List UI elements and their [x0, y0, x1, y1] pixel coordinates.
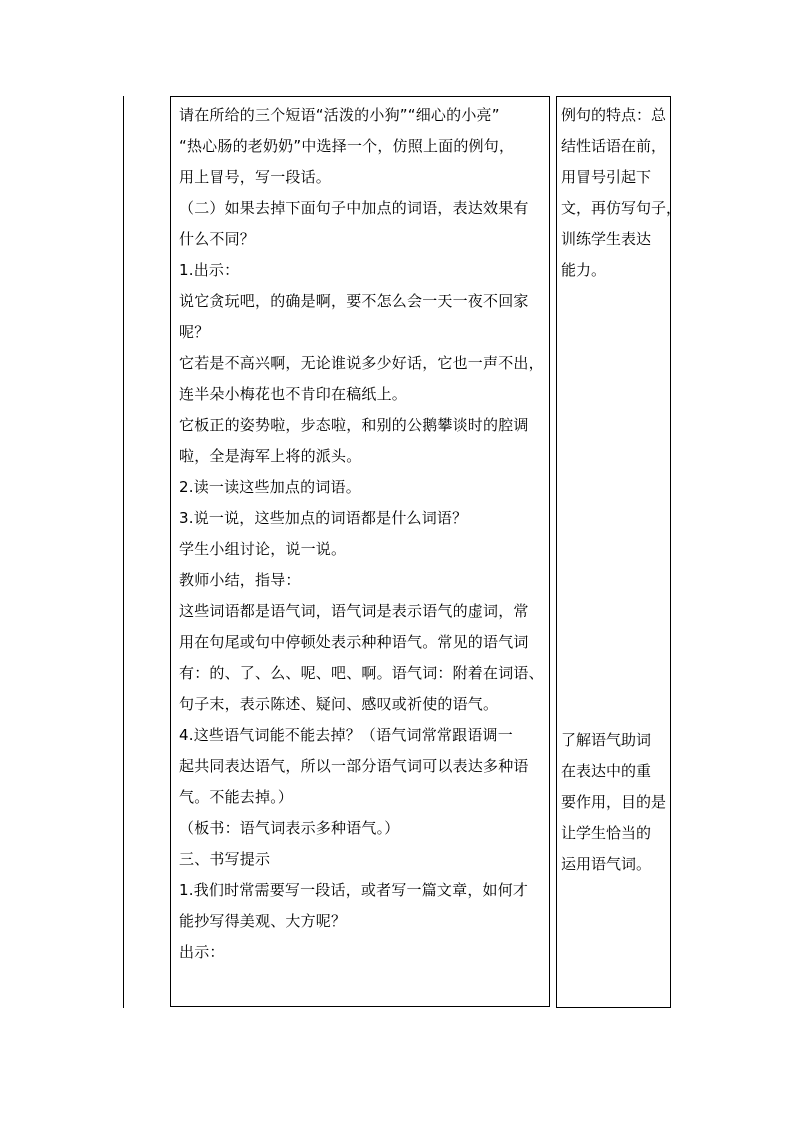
text-line: 3.说一说，这些加点的词语都是什么词语？	[179, 509, 468, 527]
text-line: 2.读一读这些加点的词语。	[179, 478, 361, 496]
text-line: 起共同表达语气，所以一部分语气词可以表达多种语	[179, 757, 529, 775]
text-line: （二）如果去掉下面句子中加点的词语，表达效果有	[179, 199, 529, 217]
note-line: 用冒号引起下	[561, 168, 652, 186]
text-line: 请在所给的三个短语“活泼的小狗”“细心的小亮”	[179, 106, 500, 124]
text-line: 出示：	[179, 943, 225, 961]
text-line: 用上冒号，写一段话。	[179, 168, 332, 186]
text-line: 有：的、了、么、呢、吧、啊。语气词：附着在词语、	[179, 664, 544, 682]
note-line: 在表达中的重	[561, 762, 652, 780]
text-line: “热心肠的老奶奶”中选择一个，仿照上面的例句，	[179, 137, 515, 155]
text-line: 它若是不高兴啊，无论谁说多少好话，它也一声不出，	[179, 354, 544, 372]
text-line: 说它贪玩吧，的确是啊，要不怎么会一天一夜不回家	[179, 292, 529, 310]
text-line: 什么不同？	[179, 230, 256, 248]
note-line: 要作用，目的是	[561, 793, 667, 811]
note-line: 了解语气助词	[561, 731, 652, 749]
teaching-note-2	[561, 725, 669, 880]
text-line: 气。不能去掉。）	[179, 788, 294, 806]
note-line: 让学生恰当的	[561, 824, 652, 842]
text-line: 呢？	[179, 323, 210, 341]
text-line: 学生小组讨论，说一说。	[179, 540, 347, 558]
teaching-note-1	[561, 100, 682, 286]
text-line: 1.出示：	[179, 261, 240, 279]
note-line: 结性话语在前，	[561, 137, 667, 155]
note-line: 能力。	[561, 261, 607, 279]
text-line: 啦，全是海军上将的派头。	[179, 447, 362, 465]
note-line: 运用语气词。	[561, 855, 652, 873]
text-line: 句子末，表示陈述、疑问、感叹或祈使的语气。	[179, 695, 499, 713]
main-content-text	[179, 100, 547, 968]
text-line: 教师小结，指导：	[179, 571, 301, 589]
note-line: 文，再仿写句子，	[561, 199, 682, 217]
note-line: 例句的特点：总	[561, 106, 667, 124]
text-line: 4.这些语气词能不能去掉？（语气词常常跟语调一	[179, 726, 513, 744]
note-line: 训练学生表达	[561, 230, 652, 248]
text-line: 它板正的姿势啦，步态啦，和别的公鹅攀谈时的腔调	[179, 416, 529, 434]
text-line: 这些词语都是语气词，语气词是表示语气的虚词，常	[179, 602, 529, 620]
left-margin-line	[123, 96, 124, 1008]
text-line: 三、书写提示	[179, 850, 271, 868]
text-line: （板书：语气词表示多种语气。）	[179, 819, 400, 837]
text-line: 1.我们时常需要写一段话，或者写一篇文章，如何才	[179, 881, 529, 899]
text-line: 能抄写得美观、大方呢？	[179, 912, 347, 930]
text-line: 连半朵小梅花也不肯印在稿纸上。	[179, 385, 408, 403]
text-line: 用在句尾或句中停顿处表示种种语气。常见的语气词	[179, 633, 529, 651]
